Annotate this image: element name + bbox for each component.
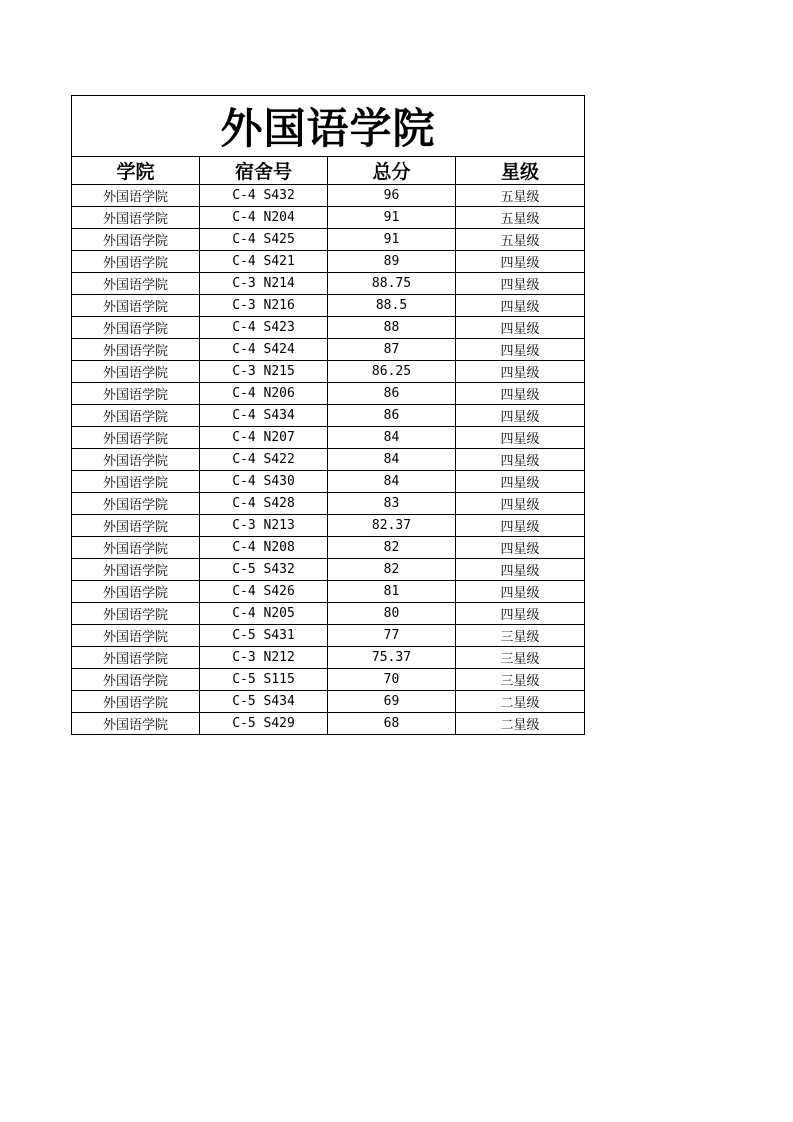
star-rating-cell: 四星级 <box>456 581 585 603</box>
total-score-cell: 69 <box>328 691 456 713</box>
dorm-number-cell: C-4 S430 <box>200 471 328 493</box>
total-score-cell: 83 <box>328 493 456 515</box>
column-header-total-score: 总分 <box>328 157 456 185</box>
table-row <box>72 229 585 251</box>
total-score-cell: 77 <box>328 625 456 647</box>
table-body <box>72 96 585 735</box>
column-header-college: 学院 <box>72 157 200 185</box>
star-rating-cell: 四星级 <box>456 493 585 515</box>
dorm-number-cell: C-3 N216 <box>200 295 328 317</box>
college-cell: 外国语学院 <box>72 207 200 229</box>
table-row <box>72 537 585 559</box>
total-score-cell: 86 <box>328 405 456 427</box>
table-row <box>72 713 585 735</box>
table-row <box>72 207 585 229</box>
college-cell: 外国语学院 <box>72 625 200 647</box>
total-score-cell: 86.25 <box>328 361 456 383</box>
dorm-number-cell: C-4 N204 <box>200 207 328 229</box>
dorm-number-cell: C-5 S429 <box>200 713 328 735</box>
college-cell: 外国语学院 <box>72 251 200 273</box>
college-cell: 外国语学院 <box>72 537 200 559</box>
star-rating-cell: 四星级 <box>456 295 585 317</box>
college-cell: 外国语学院 <box>72 471 200 493</box>
star-rating-cell: 五星级 <box>456 229 585 251</box>
total-score-cell: 75.37 <box>328 647 456 669</box>
table-row <box>72 251 585 273</box>
total-score-cell: 91 <box>328 229 456 251</box>
total-score-cell: 88.5 <box>328 295 456 317</box>
college-cell: 外国语学院 <box>72 361 200 383</box>
sheet-title: 外国语学院 <box>72 96 585 157</box>
star-rating-cell: 四星级 <box>456 273 585 295</box>
total-score-cell: 84 <box>328 427 456 449</box>
college-cell: 外国语学院 <box>72 295 200 317</box>
dorm-number-cell: C-4 N207 <box>200 427 328 449</box>
dorm-number-cell: C-4 N208 <box>200 537 328 559</box>
dorm-score-table <box>71 95 585 735</box>
star-rating-cell: 四星级 <box>456 339 585 361</box>
star-rating-cell: 三星级 <box>456 669 585 691</box>
star-rating-cell: 四星级 <box>456 559 585 581</box>
total-score-cell: 86 <box>328 383 456 405</box>
total-score-cell: 84 <box>328 471 456 493</box>
table-row <box>72 273 585 295</box>
college-cell: 外国语学院 <box>72 691 200 713</box>
star-rating-cell: 三星级 <box>456 647 585 669</box>
star-rating-cell: 四星级 <box>456 603 585 625</box>
college-cell: 外国语学院 <box>72 603 200 625</box>
star-rating-cell: 四星级 <box>456 471 585 493</box>
header-row <box>72 157 585 185</box>
college-cell: 外国语学院 <box>72 405 200 427</box>
college-cell: 外国语学院 <box>72 669 200 691</box>
dorm-number-cell: C-4 S425 <box>200 229 328 251</box>
table-row <box>72 581 585 603</box>
star-rating-cell: 四星级 <box>456 251 585 273</box>
table-row <box>72 449 585 471</box>
table-row <box>72 339 585 361</box>
total-score-cell: 82 <box>328 537 456 559</box>
dorm-number-cell: C-3 N212 <box>200 647 328 669</box>
star-rating-cell: 四星级 <box>456 383 585 405</box>
dorm-number-cell: C-4 S426 <box>200 581 328 603</box>
star-rating-cell: 四星级 <box>456 537 585 559</box>
college-cell: 外国语学院 <box>72 515 200 537</box>
dorm-number-cell: C-3 N215 <box>200 361 328 383</box>
total-score-cell: 87 <box>328 339 456 361</box>
dorm-number-cell: C-4 S423 <box>200 317 328 339</box>
college-cell: 外国语学院 <box>72 713 200 735</box>
title-row <box>72 96 585 157</box>
star-rating-cell: 二星级 <box>456 713 585 735</box>
college-cell: 外国语学院 <box>72 383 200 405</box>
table-row <box>72 185 585 207</box>
college-cell: 外国语学院 <box>72 449 200 471</box>
college-cell: 外国语学院 <box>72 229 200 251</box>
college-cell: 外国语学院 <box>72 493 200 515</box>
dorm-number-cell: C-5 S432 <box>200 559 328 581</box>
table-row <box>72 625 585 647</box>
college-cell: 外国语学院 <box>72 273 200 295</box>
total-score-cell: 96 <box>328 185 456 207</box>
college-cell: 外国语学院 <box>72 185 200 207</box>
star-rating-cell: 三星级 <box>456 625 585 647</box>
total-score-cell: 89 <box>328 251 456 273</box>
star-rating-cell: 四星级 <box>456 427 585 449</box>
table-row <box>72 647 585 669</box>
star-rating-cell: 四星级 <box>456 515 585 537</box>
college-cell: 外国语学院 <box>72 559 200 581</box>
dorm-number-cell: C-5 S434 <box>200 691 328 713</box>
star-rating-cell: 二星级 <box>456 691 585 713</box>
table-row <box>72 427 585 449</box>
dorm-number-cell: C-5 S115 <box>200 669 328 691</box>
total-score-cell: 91 <box>328 207 456 229</box>
college-cell: 外国语学院 <box>72 339 200 361</box>
dorm-number-cell: C-3 N213 <box>200 515 328 537</box>
column-header-dorm-number: 宿舍号 <box>200 157 328 185</box>
table-row <box>72 317 585 339</box>
star-rating-cell: 四星级 <box>456 449 585 471</box>
total-score-cell: 68 <box>328 713 456 735</box>
table-row <box>72 515 585 537</box>
star-rating-cell: 五星级 <box>456 207 585 229</box>
total-score-cell: 80 <box>328 603 456 625</box>
dorm-number-cell: C-4 S424 <box>200 339 328 361</box>
table-row <box>72 603 585 625</box>
table-row <box>72 669 585 691</box>
college-cell: 外国语学院 <box>72 581 200 603</box>
table-row <box>72 361 585 383</box>
total-score-cell: 70 <box>328 669 456 691</box>
star-rating-cell: 四星级 <box>456 361 585 383</box>
dorm-number-cell: C-4 S422 <box>200 449 328 471</box>
total-score-cell: 82.37 <box>328 515 456 537</box>
dorm-number-cell: C-4 S434 <box>200 405 328 427</box>
table-row <box>72 559 585 581</box>
star-rating-cell: 四星级 <box>456 405 585 427</box>
college-cell: 外国语学院 <box>72 317 200 339</box>
total-score-cell: 82 <box>328 559 456 581</box>
star-rating-cell: 五星级 <box>456 185 585 207</box>
dorm-number-cell: C-3 N214 <box>200 273 328 295</box>
total-score-cell: 88.75 <box>328 273 456 295</box>
dorm-number-cell: C-4 S432 <box>200 185 328 207</box>
dorm-number-cell: C-4 S428 <box>200 493 328 515</box>
table-row <box>72 493 585 515</box>
dorm-number-cell: C-4 N205 <box>200 603 328 625</box>
dorm-number-cell: C-5 S431 <box>200 625 328 647</box>
table-row <box>72 471 585 493</box>
college-cell: 外国语学院 <box>72 647 200 669</box>
table-row <box>72 383 585 405</box>
column-header-star-rating: 星级 <box>456 157 585 185</box>
dorm-number-cell: C-4 N206 <box>200 383 328 405</box>
star-rating-cell: 四星级 <box>456 317 585 339</box>
total-score-cell: 88 <box>328 317 456 339</box>
total-score-cell: 84 <box>328 449 456 471</box>
college-cell: 外国语学院 <box>72 427 200 449</box>
dorm-number-cell: C-4 S421 <box>200 251 328 273</box>
table-row <box>72 405 585 427</box>
table-row <box>72 295 585 317</box>
table-row <box>72 691 585 713</box>
total-score-cell: 81 <box>328 581 456 603</box>
